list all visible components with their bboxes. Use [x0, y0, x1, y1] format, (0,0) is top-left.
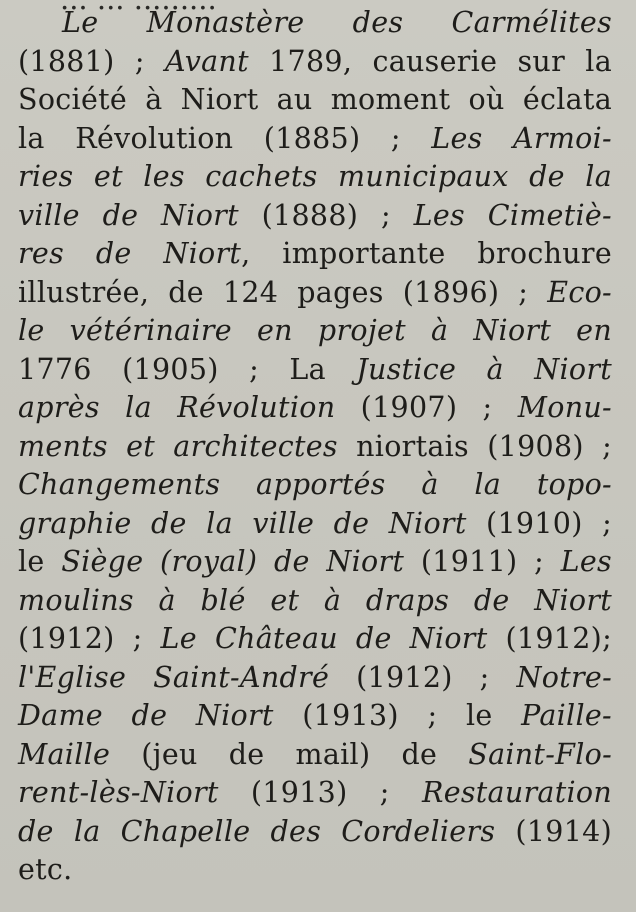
text-segment: (jeu de mail) de: [110, 737, 469, 771]
italic-title-segment: Maille: [18, 737, 111, 771]
text-line: [18, 351, 612, 390]
italic-title-segment: Notre-: [516, 660, 612, 694]
italic-title-segment: de la Chapelle des Cordeliers: [18, 814, 496, 848]
text-segment: (1910) ;: [466, 506, 612, 540]
text-segment: Société à Niort au moment où éclata: [18, 83, 612, 116]
italic-title-segment: ries et les cachets municipaux de la: [18, 160, 612, 193]
italic-title-segment: Avant: [165, 44, 249, 78]
text-line: [18, 197, 612, 236]
text-segment: (1881) ;: [18, 44, 165, 78]
text-line: [18, 851, 612, 890]
text-segment: niortais (1908) ;: [337, 429, 612, 463]
italic-title-segment: graphie de la ville de Niort: [18, 506, 467, 540]
text-segment: (1911) ;: [404, 545, 561, 578]
text-segment: (1907) ;: [335, 391, 518, 424]
text-line: [18, 274, 612, 313]
text-line: [18, 774, 612, 813]
text-segment: illustrée, de 124 pages (1896) ;: [18, 275, 548, 309]
text-line: [18, 312, 612, 351]
text-segment: (1914): [495, 814, 612, 848]
article-column: [18, 4, 612, 890]
text-line: [18, 389, 612, 428]
italic-title-segment: Monu-: [517, 391, 612, 424]
text-line: [18, 158, 612, 197]
text-segment: 1776 (1905) ; La: [18, 352, 357, 386]
text-line: [18, 120, 612, 159]
text-segment: (1913) ; le: [273, 699, 522, 732]
italic-title-segment: après la Révolution: [18, 391, 336, 424]
italic-title-segment: Le Château de Niort: [160, 622, 488, 655]
italic-title-segment: Dame de Niort: [18, 699, 274, 732]
italic-title-segment: Saint-Flo-: [468, 737, 612, 771]
text-line: [18, 4, 612, 43]
italic-title-segment: ville de Niort: [18, 198, 239, 232]
text-line: [18, 466, 612, 505]
italic-title-segment: Restauration: [421, 776, 612, 809]
text-segment: le: [18, 545, 62, 578]
text-segment: etc.: [18, 853, 73, 886]
text-line: [18, 697, 612, 736]
italic-title-segment: Changements apportés à la topo-: [18, 468, 612, 501]
italic-title-segment: Justice à Niort: [356, 352, 612, 386]
text-line: [18, 81, 612, 120]
text-segment: la Révolution (1885) ;: [18, 121, 432, 155]
italic-title-segment: Eco-: [547, 275, 612, 309]
italic-title-segment: Les: [560, 545, 612, 578]
italic-title-segment: le vétérinaire en projet à Niort en: [18, 314, 612, 347]
text-segment: (1913) ;: [218, 776, 422, 809]
text-line: [18, 505, 612, 544]
italic-title-segment: rent-lès-Niort: [18, 776, 219, 809]
text-segment: 1789, causerie sur la: [248, 44, 612, 78]
italic-title-segment: Les Cimetiè-: [413, 198, 612, 232]
italic-title-segment: moulins à blé et à draps de Niort: [18, 583, 612, 617]
text-segment: (1912) ;: [18, 622, 161, 655]
text-line: [18, 659, 612, 698]
italic-title-segment: Le Monastère des Carmélites: [62, 6, 612, 39]
text-line: [18, 428, 612, 467]
text-segment: (1912);: [487, 622, 612, 655]
italic-title-segment: res de Niort: [18, 237, 242, 270]
text-segment: (1912) ;: [329, 660, 517, 694]
text-line: [18, 582, 612, 621]
text-line: [18, 736, 612, 775]
text-line: [18, 543, 612, 582]
italic-title-segment: Les Armoi-: [431, 121, 612, 155]
italic-title-segment: l'Eglise Saint-André: [18, 660, 330, 694]
italic-title-segment: Paille-: [521, 699, 612, 732]
text-line: [18, 813, 612, 852]
text-line: [18, 235, 612, 274]
italic-title-segment: ments et architectes: [18, 429, 338, 463]
text-line: [18, 43, 612, 82]
italic-title-segment: Siège (royal) de Niort: [61, 545, 405, 578]
text-segment: , importante brochure: [241, 237, 612, 270]
text-segment: (1888) ;: [238, 198, 414, 232]
text-line: [18, 620, 612, 659]
